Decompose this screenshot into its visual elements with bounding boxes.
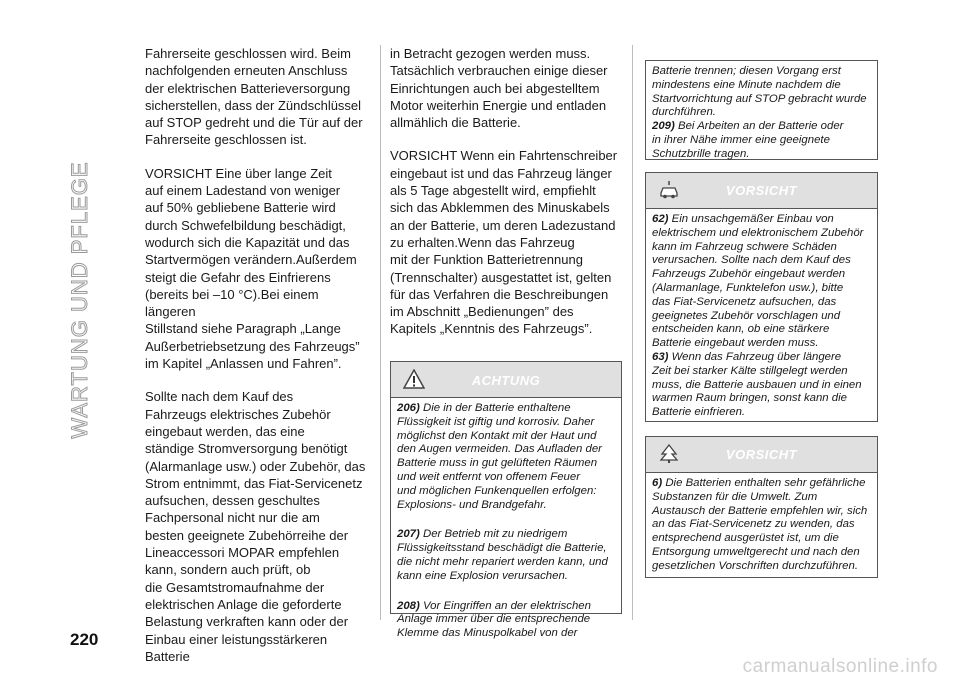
warning-item [397,600,615,641]
text-column-1 [145,45,370,681]
warning-item-text: Batterie trennen; diesen Vorgang erst mindestens eine Minute nachdem die Startvorrichtung auf STOP gebracht wurde durchführen. [652,65,867,119]
vorsicht-box-header [646,437,877,473]
achtung-box-body [391,398,621,660]
warning-item [652,120,871,161]
caution-item [652,351,871,420]
warning-item-text: Vor Eingriffen an der elektrischen Anlage immer über die entsprechende Klemme das Minuspolkabel von der [397,599,591,640]
page-number: 220 [70,630,99,649]
caution-item [652,213,871,351]
warning-item-number: 206) [397,402,420,414]
paragraph: Fahrerseite geschlossen wird. Beim nachfolgenden erneuten Anschluss der elektrischen Batterieversorgung sicherstellen, dass der Zündschlüssel auf STOP gedreht und die Tür auf der Fahrerseite geschlossen ist. [145,46,363,148]
paragraph: VORSICHT Eine über lange Zeit auf einem Ladestand von weniger auf 50% gebliebene Batterie wird durch Schwefelbildung beschädigt, wodurch sich die Kapazität und das Startvermögen verändern.Außerdem steigt die Gefahr des Einfrierens (bereits bei –10 °C).Bei einem längeren Stillstand siehe Paragraph „Lange Außerbetriebsetzung des Fahrzeugs” im Kapitel „Anlassen und Fahren”. [145,165,360,372]
section-side-title-text: WARTUNG UND PFLEGE [67,161,92,439]
column-divider [632,45,633,620]
achtung-box-title: ACHTUNG [471,373,541,388]
achtung-warning-box [390,361,622,640]
vorsicht-caution-box [645,172,878,422]
text-column-2 [390,45,622,640]
warning-item-text: Die in der Batterie enthaltene Flüssigkeit ist giftig und korrosiv. Daher möglichst den Kontakt mit der Haut und den Augen vermeiden. Das Aufladen der Batterie muss in gut gelüfteten Räumen und weit entfernt von offenem Feuer und möglichen Funkenquellen erfolgen: Explosions- und Brandgefahr. [397,402,602,511]
vorsicht-environment-box [645,436,878,578]
caution-item-text: Die Batterien enthalten sehr gefährliche Substanzen für die Umwelt. Zum Austausch der Batterie empfehlen wir, sich an das Fiat-Servicenetz zu wenden, das entsprechend ausgerüstet ist, um die Entsorgung umweltgerecht und nach den gesetzlichen Vorschriften durchzuführen. [652,477,868,572]
caution-item-text: Ein unsachgemäßer Einbau von elektrischem und elektronischem Zubehör kann im Fahrzeug schwere Schäden verursachen. Sollte nach dem Kauf des Fahrzeugs Zubehör eingebaut werden (Alarmanlage, Funktelefon usw.), bitte das Fiat-Servicenetz aufsuchen, das geeignetes Zubehör vorschlagen und entscheiden kann, ob eine stärkere Batterie eingebaut werden muss. [652,213,864,350]
caution-item-number: 62) [652,213,669,225]
paragraph: VORSICHT Wenn ein Fahrtenschreiber eingebaut ist und das Fahrzeug länger als 5 Tage abgestellt wird, empfiehlt sich das Abklemmen des Minuskabels an der Batterie, um deren Ladezustand zu erhalten.Wenn das Fahrzeug mit der Funktion Batterietrennung (Trennschalter) ausgestattet ist, gelten für das Verfahren die Beschreibungen im Abschnitt „Bedienungen” des Kapitels „Kenntnis des Fahrzeugs”. [390,148,618,337]
caution-item-number: 63) [652,350,669,363]
warning-item-number: 207) [397,528,420,541]
warning-item [652,65,871,120]
column-divider [380,45,381,620]
vorsicht-box-header [646,173,877,209]
caution-item-text: Wenn das Fahrzeug über längere Zeit bei starker Kälte stillgelegt werden muss, die Batterie ausbauen und in einen warmen Raum bringen, sonst kann die Batterie einfrieren. [652,350,862,419]
watermark: carmanualsonline.info [742,656,938,677]
vorsicht-box-body [646,209,877,423]
achtung-continuation-box [645,60,878,160]
caution-item-number: 6) [652,477,663,489]
warning-item-number: 209) [652,120,675,133]
warning-item-text: Bei Arbeiten an der Batterie oder in ihrer Nähe immer eine geeignete Schutzbrille tragen. [652,120,844,160]
vorsicht-box-title: VORSICHT [725,183,798,198]
paragraph: in Betracht gezogen werden muss. Tatsächlich verbrauchen einige dieser Einrichtungen auch bei abgestelltem Motor weiterhin Energie und entladen allmählich die Batterie. [390,46,608,131]
achtung-box-header [391,362,621,398]
warning-item [397,528,615,583]
warning-item [397,402,615,512]
warning-item-number: 208) [397,599,420,612]
vorsicht-box-body [646,473,877,577]
paragraph: Sollte nach dem Kauf des Fahrzeugs elektrisches Zubehör eingebaut werden, das eine ständige Stromversorgung benötigt (Alarmanlage usw.) oder Zubehör, das Strom entnimmt, das Fiat-Servicenetz aufsuchen, dessen geschultes Fachpersonal nicht nur die am besten geeignete Zubehörreihe der Lineaccessori MOPAR empfehlen kann, sondern auch prüft, ob die Gesamtstromaufnahme der elektrischen Anlage die geforderte Belastung verkraften kann oder der Einbau einer leistungsstärkeren Batterie [145,389,366,664]
warning-item-text: Der Betrieb mit zu niedrigem Flüssigkeitsstand beschädigt die Batterie, die nicht mehr repariert werden kann, und kann eine Explosion verursachen. [397,528,608,582]
vorsicht-box-title: VORSICHT [725,447,798,462]
continuation-box-body [646,61,877,165]
caution-item [652,477,871,574]
